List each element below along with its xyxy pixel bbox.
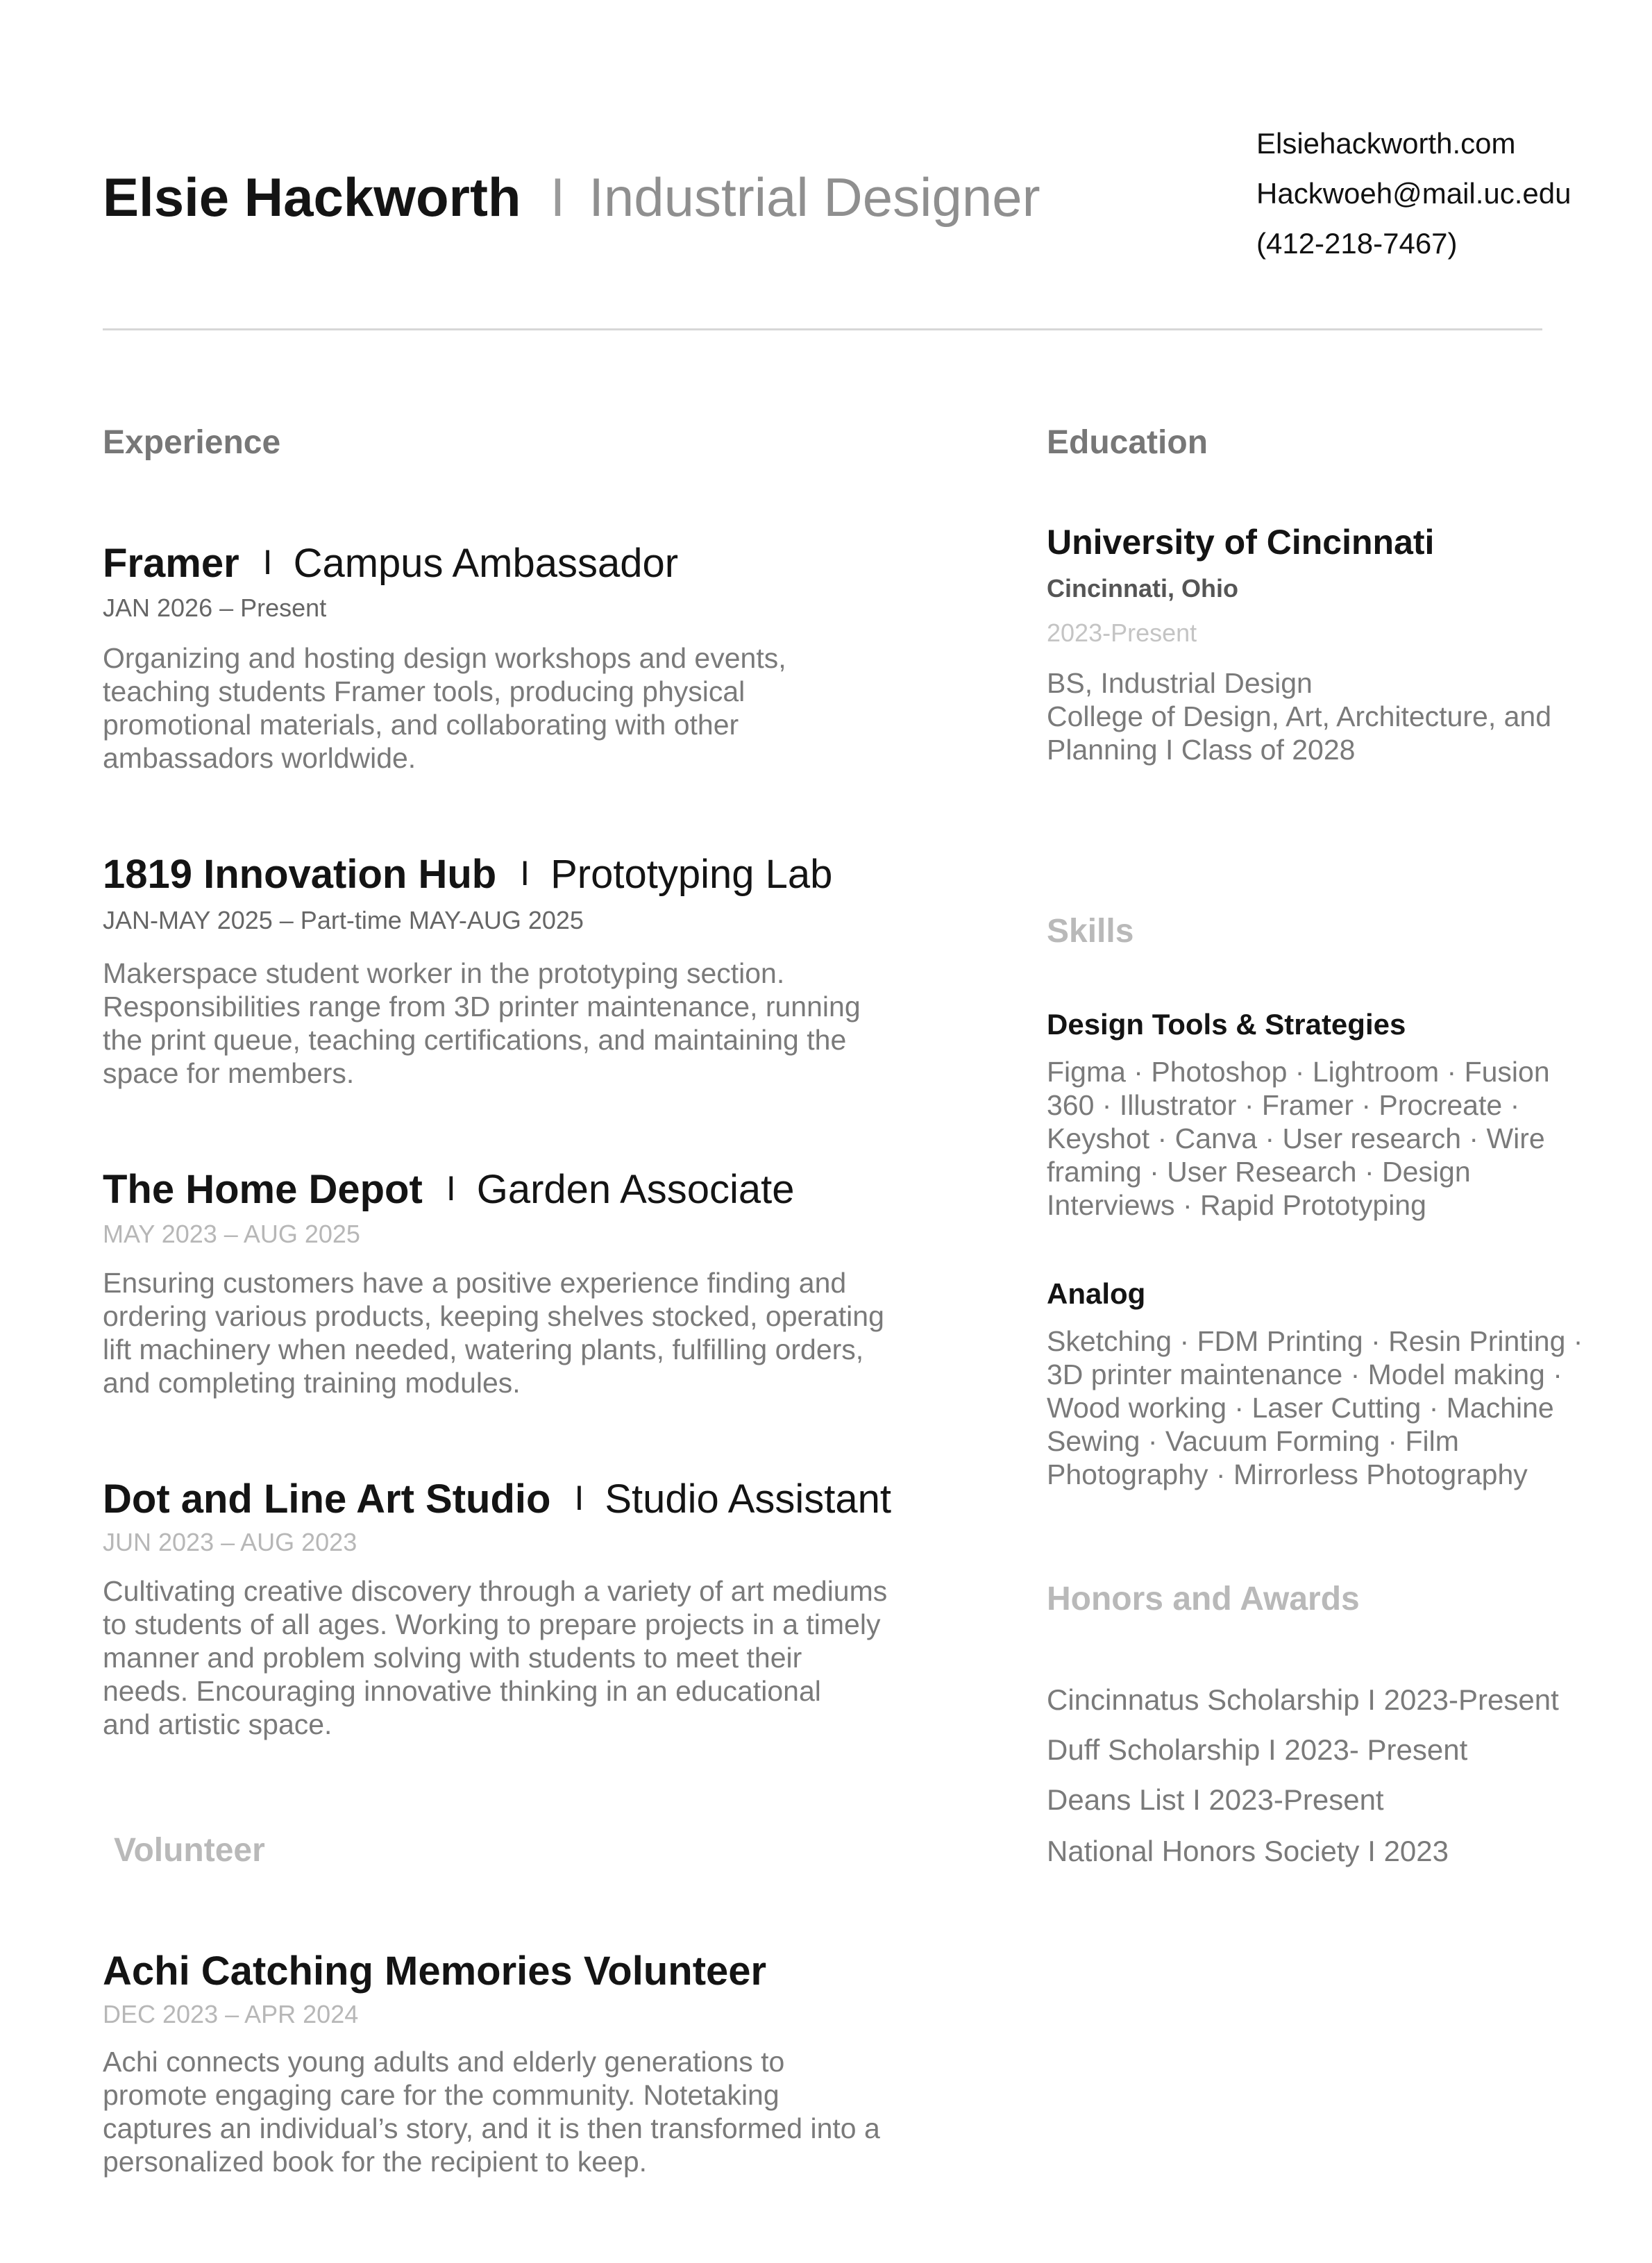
honor-item: Deans List I 2023-Present xyxy=(1047,1783,1384,1816)
education-years: 2023-Present xyxy=(1047,619,1197,647)
experience-dates: MAY 2023 – AUG 2025 xyxy=(103,1220,360,1248)
experience-description: Cultivating creative discovery through a variety of art mediums to students of all ages. Working to prepare projects in a timely manner and problem solving with students to meet their needs. Encouraging innovative thinking in an educational and artistic space. xyxy=(103,1575,888,1740)
experience-org: Framer xyxy=(103,541,239,586)
title-separator: I xyxy=(550,167,566,228)
experience-role: Garden Associate xyxy=(476,1167,795,1212)
education-location: Cincinnati, Ohio xyxy=(1047,574,1238,603)
experience-heading: Experience xyxy=(103,424,281,461)
experience-description: Makerspace student worker in the prototyping section. Responsibilities range from 3D printer maintenance, running the print queue, teaching certifications, and maintaining the space for members. xyxy=(103,957,861,1089)
honors-heading: Honors and Awards xyxy=(1047,1581,1360,1617)
volunteer-heading: Volunteer xyxy=(114,1832,265,1869)
name-title-line xyxy=(103,164,1040,230)
experience-role: Campus Ambassador xyxy=(293,541,679,586)
experience-dates: JUN 2023 – AUG 2023 xyxy=(103,1528,357,1556)
education-details: BS, Industrial Design College of Design, Art, Architecture, and Planning I Class of 2028 xyxy=(1047,667,1552,766)
job-title: Industrial Designer xyxy=(589,167,1040,228)
experience-role: Prototyping Lab xyxy=(550,852,833,897)
experience-description: Organizing and hosting design workshops and events, teaching students Framer tools, producing physical promotional materials, and collaborating with other ambassadors worldwide. xyxy=(103,642,786,774)
honor-item: Cincinnatus Scholarship I 2023-Present xyxy=(1047,1683,1559,1716)
header-divider xyxy=(103,328,1542,330)
skills-heading: Skills xyxy=(1047,913,1134,950)
volunteer-entry-title xyxy=(103,1946,766,1996)
skills-category-title: Design Tools & Strategies xyxy=(1047,1008,1406,1041)
honor-item: National Honors Society I 2023 xyxy=(1047,1835,1449,1867)
experience-org: The Home Depot xyxy=(103,1167,423,1212)
contact-email[interactable]: Hackwoeh@mail.uc.edu xyxy=(1256,177,1571,210)
honor-item: Duff Scholarship I 2023- Present xyxy=(1047,1733,1468,1766)
experience-entry-title xyxy=(103,539,678,590)
experience-separator: I xyxy=(262,543,273,582)
volunteer-description: Achi connects young adults and elderly generations to promote engaging care for the community. Notetaking captures an individual’s story, and it is then transformed into a personalized book for the recipient to keep. xyxy=(103,2046,880,2178)
contact-website[interactable]: Elsiehackworth.com xyxy=(1256,127,1516,160)
skills-list: Figma · Photoshop · Lightroom · Fusion 360 · Illustrator · Framer · Procreate · Keyshot · Canva · User research · Wire framing · User Research · Design Interviews · Rapid Prototyping xyxy=(1047,1056,1550,1221)
volunteer-dates: DEC 2023 – APR 2024 xyxy=(103,2000,359,2028)
skills-category-title: Analog xyxy=(1047,1277,1146,1310)
experience-org: 1819 Innovation Hub xyxy=(103,852,497,897)
experience-role: Studio Assistant xyxy=(605,1477,892,1522)
experience-separator: I xyxy=(574,1479,584,1517)
volunteer-org: Achi Catching Memories Volunteer xyxy=(103,1949,767,1994)
experience-entry-title xyxy=(103,850,832,901)
experience-entry-title xyxy=(103,1474,891,1526)
experience-dates: JAN-MAY 2025 – Part-time MAY-AUG 2025 xyxy=(103,906,584,934)
person-name: Elsie Hackworth xyxy=(103,167,521,228)
experience-separator: I xyxy=(520,854,530,893)
contact-phone: (412-218-7467) xyxy=(1256,227,1458,260)
skills-list: Sketching · FDM Printing · Resin Printing · 3D printer maintenance · Model making · Wood working · Laser Cutting · Machine Sewing · Vacuum Forming · Film Photography · Mirrorless Photography xyxy=(1047,1325,1583,1490)
experience-entry-title xyxy=(103,1165,795,1216)
experience-description: Ensuring customers have a positive experience finding and ordering various products, keeping shelves stocked, operating lift machinery when needed, watering plants, fulfilling orders, and completing training modules. xyxy=(103,1267,884,1399)
experience-dates: JAN 2026 – Present xyxy=(103,594,327,622)
experience-org: Dot and Line Art Studio xyxy=(103,1477,551,1522)
education-heading: Education xyxy=(1047,424,1208,461)
education-school: University of Cincinnati xyxy=(1047,523,1435,562)
experience-separator: I xyxy=(446,1169,456,1208)
